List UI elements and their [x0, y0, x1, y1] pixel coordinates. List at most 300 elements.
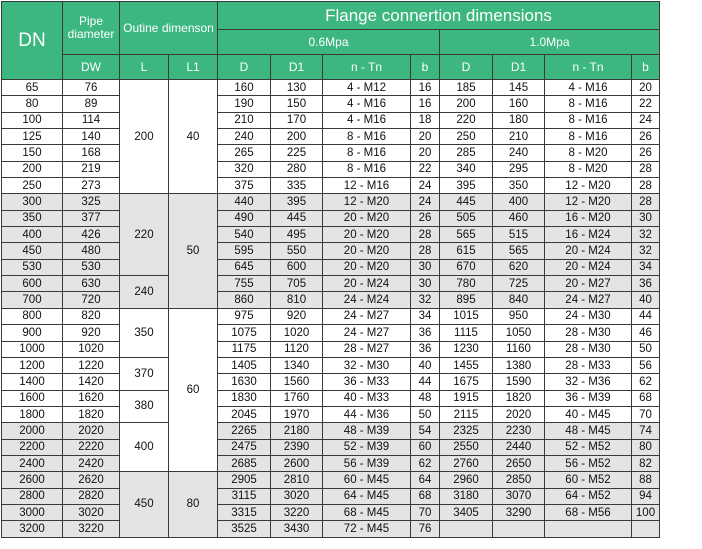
cell-dw: 820 [63, 308, 120, 324]
cell-dn: 80 [2, 96, 63, 112]
cell-n-tn-a: 52 - M39 [323, 439, 411, 455]
cell-n-tn-b: 12 - M20 [545, 178, 632, 194]
cell-d1-b: 2850 [493, 472, 545, 488]
cell-d1-a: 3020 [271, 488, 323, 504]
cell-n-tn-b: 32 - M36 [545, 374, 632, 390]
cell-n-tn-b: 8 - M20 [545, 161, 632, 177]
cell-dw: 114 [63, 112, 120, 128]
cell-d-a: 2685 [218, 455, 271, 471]
cell-d-a: 265 [218, 145, 271, 161]
cell-dw: 920 [63, 325, 120, 341]
header-dn: DN [2, 2, 63, 80]
cell-b-a: 50 [411, 406, 440, 422]
cell-d1-a: 2810 [271, 472, 323, 488]
cell-b-a: 28 [411, 227, 440, 243]
cell-d-a: 3115 [218, 488, 271, 504]
cell-b-a: 40 [411, 357, 440, 373]
cell-b-b: 80 [632, 439, 660, 455]
col-header-d1-a: D1 [271, 55, 323, 80]
cell-d-b [440, 521, 493, 537]
cell-b-a: 24 [411, 194, 440, 210]
cell-n-tn-a: 60 - M45 [323, 472, 411, 488]
cell-n-tn-a: 4 - M12 [323, 80, 411, 96]
cell-l: 350 [120, 308, 169, 357]
cell-d-b: 670 [440, 259, 493, 275]
cell-d1-b: 1820 [493, 390, 545, 406]
header-outline-dimension: Outine dimenson [120, 2, 218, 55]
cell-d-a: 2905 [218, 472, 271, 488]
table-row [2, 341, 660, 357]
cell-d-a: 490 [218, 210, 271, 226]
cell-dw: 630 [63, 276, 120, 292]
cell-d-a: 3315 [218, 504, 271, 520]
table-row [2, 423, 660, 439]
cell-d-a: 2475 [218, 439, 271, 455]
cell-n-tn-a: 44 - M36 [323, 406, 411, 422]
cell-b-b: 30 [632, 210, 660, 226]
cell-b-a: 32 [411, 292, 440, 308]
cell-n-tn-b: 28 - M30 [545, 325, 632, 341]
header-pressure-0-6: 0.6Mpa [218, 30, 440, 55]
col-header-n-tn-a: n - Tn [323, 55, 411, 80]
cell-d1-a: 2390 [271, 439, 323, 455]
cell-b-b: 94 [632, 488, 660, 504]
cell-dw: 426 [63, 227, 120, 243]
cell-l: 220 [120, 194, 169, 276]
cell-d-a: 3525 [218, 521, 271, 537]
flange-table-container [1, 1, 660, 538]
cell-b-a: 36 [411, 325, 440, 341]
cell-dw: 1420 [63, 374, 120, 390]
cell-d-b: 3180 [440, 488, 493, 504]
cell-d1-b: 180 [493, 112, 545, 128]
cell-b-b: 32 [632, 227, 660, 243]
cell-b-a: 30 [411, 259, 440, 275]
cell-d-b: 505 [440, 210, 493, 226]
cell-d1-a: 225 [271, 145, 323, 161]
table-row [2, 210, 660, 226]
cell-d1-a: 395 [271, 194, 323, 210]
cell-d1-a: 705 [271, 276, 323, 292]
cell-b-a: 70 [411, 504, 440, 520]
cell-b-b: 40 [632, 292, 660, 308]
col-header-d1-b: D1 [493, 55, 545, 80]
cell-b-a: 64 [411, 472, 440, 488]
cell-d1-b: 145 [493, 80, 545, 96]
col-header-b-b: b [632, 55, 660, 80]
cell-d-a: 975 [218, 308, 271, 324]
table-row [2, 292, 660, 308]
cell-n-tn-b: 52 - M52 [545, 439, 632, 455]
cell-n-tn-b: 8 - M20 [545, 145, 632, 161]
cell-dw: 273 [63, 178, 120, 194]
cell-d1-a: 2600 [271, 455, 323, 471]
cell-b-b: 36 [632, 276, 660, 292]
cell-n-tn-a: 48 - M39 [323, 423, 411, 439]
cell-b-b: 88 [632, 472, 660, 488]
cell-n-tn-a: 32 - M30 [323, 357, 411, 373]
cell-d-a: 860 [218, 292, 271, 308]
cell-d1-b: 1160 [493, 341, 545, 357]
cell-d-b: 615 [440, 243, 493, 259]
cell-d-a: 755 [218, 276, 271, 292]
cell-b-a: 20 [411, 129, 440, 145]
cell-d1-b: 350 [493, 178, 545, 194]
cell-b-b: 62 [632, 374, 660, 390]
cell-d-b: 1115 [440, 325, 493, 341]
cell-b-a: 34 [411, 308, 440, 324]
header-flange-connection: Flange connertion dimensions [218, 2, 660, 30]
cell-dn: 2400 [2, 455, 63, 471]
cell-n-tn-a: 4 - M16 [323, 96, 411, 112]
cell-d-b: 2325 [440, 423, 493, 439]
cell-b-b: 46 [632, 325, 660, 341]
cell-l1: 60 [169, 308, 218, 471]
table-row [2, 488, 660, 504]
cell-d-b: 1455 [440, 357, 493, 373]
cell-b-a: 30 [411, 276, 440, 292]
cell-d1-a: 150 [271, 96, 323, 112]
cell-d-a: 2265 [218, 423, 271, 439]
cell-d-b: 285 [440, 145, 493, 161]
cell-b-b: 26 [632, 145, 660, 161]
table-row [2, 276, 660, 292]
cell-l: 240 [120, 276, 169, 309]
cell-n-tn-a: 12 - M16 [323, 178, 411, 194]
cell-d-a: 1830 [218, 390, 271, 406]
cell-d1-a: 3430 [271, 521, 323, 537]
cell-d1-a: 810 [271, 292, 323, 308]
cell-b-b: 70 [632, 406, 660, 422]
cell-dn: 1200 [2, 357, 63, 373]
cell-d1-b: 565 [493, 243, 545, 259]
cell-b-b: 74 [632, 423, 660, 439]
cell-d-b: 780 [440, 276, 493, 292]
cell-n-tn-a: 12 - M20 [323, 194, 411, 210]
cell-n-tn-b: 8 - M16 [545, 112, 632, 128]
cell-n-tn-a: 28 - M27 [323, 341, 411, 357]
cell-n-tn-b: 8 - M16 [545, 96, 632, 112]
cell-d-b: 1230 [440, 341, 493, 357]
cell-dw: 2420 [63, 455, 120, 471]
cell-d1-a: 600 [271, 259, 323, 275]
table-row [2, 243, 660, 259]
cell-n-tn-a: 24 - M27 [323, 308, 411, 324]
cell-n-tn-a: 8 - M16 [323, 145, 411, 161]
cell-dw: 1220 [63, 357, 120, 373]
cell-d-b: 200 [440, 96, 493, 112]
cell-n-tn-b: 68 - M56 [545, 504, 632, 520]
cell-d-a: 1405 [218, 357, 271, 373]
cell-d-a: 540 [218, 227, 271, 243]
cell-n-tn-b: 40 - M45 [545, 406, 632, 422]
cell-d-a: 1075 [218, 325, 271, 341]
table-row [2, 178, 660, 194]
cell-n-tn-b: 4 - M16 [545, 80, 632, 96]
cell-l: 380 [120, 390, 169, 423]
cell-dw: 480 [63, 243, 120, 259]
cell-d1-b: 1050 [493, 325, 545, 341]
cell-n-tn-b: 60 - M52 [545, 472, 632, 488]
cell-b-b: 68 [632, 390, 660, 406]
table-row [2, 112, 660, 128]
cell-dn: 700 [2, 292, 63, 308]
cell-b-b: 20 [632, 80, 660, 96]
cell-d-b: 2960 [440, 472, 493, 488]
cell-l: 400 [120, 423, 169, 472]
cell-d1-a: 335 [271, 178, 323, 194]
table-row [2, 308, 660, 324]
cell-b-b: 56 [632, 357, 660, 373]
cell-b-b: 34 [632, 259, 660, 275]
cell-d-b: 340 [440, 161, 493, 177]
cell-d-b: 2550 [440, 439, 493, 455]
cell-d1-b: 240 [493, 145, 545, 161]
cell-d-b: 185 [440, 80, 493, 96]
cell-l1: 40 [169, 80, 218, 194]
cell-dw: 3020 [63, 504, 120, 520]
cell-n-tn-b: 24 - M27 [545, 292, 632, 308]
cell-d-a: 2045 [218, 406, 271, 422]
cell-n-tn-b: 28 - M30 [545, 341, 632, 357]
cell-n-tn-a: 20 - M20 [323, 259, 411, 275]
cell-b-b: 82 [632, 455, 660, 471]
cell-d1-b: 840 [493, 292, 545, 308]
cell-dw: 530 [63, 259, 120, 275]
cell-d1-b: 2020 [493, 406, 545, 422]
cell-d-b: 2760 [440, 455, 493, 471]
cell-d1-b: 1380 [493, 357, 545, 373]
cell-dn: 1600 [2, 390, 63, 406]
cell-n-tn-b: 48 - M45 [545, 423, 632, 439]
cell-d1-b: 460 [493, 210, 545, 226]
cell-d1-b: 2440 [493, 439, 545, 455]
cell-d1-b: 515 [493, 227, 545, 243]
table-row [2, 357, 660, 373]
col-header-l: L [120, 55, 169, 80]
cell-dn: 100 [2, 112, 63, 128]
cell-n-tn-b: 36 - M39 [545, 390, 632, 406]
cell-d1-b [493, 521, 545, 537]
cell-d-a: 1630 [218, 374, 271, 390]
cell-n-tn-a: 40 - M33 [323, 390, 411, 406]
cell-dn: 1400 [2, 374, 63, 390]
cell-n-tn-b [545, 521, 632, 537]
cell-dw: 76 [63, 80, 120, 96]
cell-dn: 1000 [2, 341, 63, 357]
cell-d1-a: 1970 [271, 406, 323, 422]
cell-d-b: 1675 [440, 374, 493, 390]
cell-d-b: 220 [440, 112, 493, 128]
cell-d-a: 320 [218, 161, 271, 177]
cell-n-tn-b: 64 - M52 [545, 488, 632, 504]
table-row [2, 390, 660, 406]
cell-n-tn-a: 8 - M16 [323, 161, 411, 177]
table-row [2, 325, 660, 341]
cell-d1-a: 2180 [271, 423, 323, 439]
cell-b-a: 54 [411, 423, 440, 439]
cell-d1-b: 210 [493, 129, 545, 145]
table-row [2, 504, 660, 520]
cell-b-b: 26 [632, 129, 660, 145]
cell-d-b: 3405 [440, 504, 493, 520]
cell-n-tn-a: 20 - M20 [323, 227, 411, 243]
cell-dn: 530 [2, 259, 63, 275]
cell-b-a: 68 [411, 488, 440, 504]
cell-b-a: 48 [411, 390, 440, 406]
cell-d1-b: 725 [493, 276, 545, 292]
cell-d-a: 210 [218, 112, 271, 128]
cell-n-tn-b: 56 - M52 [545, 455, 632, 471]
cell-dn: 900 [2, 325, 63, 341]
cell-n-tn-a: 20 - M20 [323, 243, 411, 259]
cell-l: 370 [120, 357, 169, 390]
cell-d-a: 240 [218, 129, 271, 145]
header-pressure-1-0: 1.0Mpa [440, 30, 660, 55]
table-row [2, 145, 660, 161]
cell-d-b: 895 [440, 292, 493, 308]
col-header-d-b: D [440, 55, 493, 80]
table-row [2, 455, 660, 471]
cell-b-a: 44 [411, 374, 440, 390]
col-header-dw: DW [63, 55, 120, 80]
cell-d1-a: 495 [271, 227, 323, 243]
cell-b-a: 62 [411, 455, 440, 471]
cell-n-tn-a: 24 - M24 [323, 292, 411, 308]
cell-d1-a: 1340 [271, 357, 323, 373]
cell-b-a: 76 [411, 521, 440, 537]
table-row [2, 129, 660, 145]
cell-b-a: 16 [411, 96, 440, 112]
cell-b-b: 50 [632, 341, 660, 357]
cell-n-tn-b: 20 - M24 [545, 243, 632, 259]
cell-dn: 150 [2, 145, 63, 161]
cell-dn: 350 [2, 210, 63, 226]
col-header-b-a: b [411, 55, 440, 80]
cell-b-a: 36 [411, 341, 440, 357]
col-header-d-a: D [218, 55, 271, 80]
cell-dn: 300 [2, 194, 63, 210]
cell-dn: 800 [2, 308, 63, 324]
cell-dw: 2620 [63, 472, 120, 488]
cell-dw: 1020 [63, 341, 120, 357]
cell-d1-a: 170 [271, 112, 323, 128]
table-row [2, 227, 660, 243]
cell-d-b: 1915 [440, 390, 493, 406]
cell-dn: 250 [2, 178, 63, 194]
cell-dn: 2800 [2, 488, 63, 504]
cell-n-tn-b: 20 - M27 [545, 276, 632, 292]
cell-b-a: 24 [411, 178, 440, 194]
cell-b-b [632, 521, 660, 537]
cell-dn: 2000 [2, 423, 63, 439]
cell-d1-b: 295 [493, 161, 545, 177]
cell-b-a: 16 [411, 80, 440, 96]
table-row [2, 374, 660, 390]
cell-d-a: 645 [218, 259, 271, 275]
cell-d1-b: 1590 [493, 374, 545, 390]
cell-n-tn-a: 56 - M39 [323, 455, 411, 471]
cell-d-a: 440 [218, 194, 271, 210]
cell-d1-a: 550 [271, 243, 323, 259]
cell-n-tn-a: 68 - M45 [323, 504, 411, 520]
cell-dn: 3200 [2, 521, 63, 537]
cell-d1-b: 620 [493, 259, 545, 275]
cell-n-tn-a: 8 - M16 [323, 129, 411, 145]
cell-b-b: 100 [632, 504, 660, 520]
cell-d1-b: 2230 [493, 423, 545, 439]
cell-b-a: 28 [411, 243, 440, 259]
col-header-n-tn-b: n - Tn [545, 55, 632, 80]
cell-d1-a: 1760 [271, 390, 323, 406]
cell-d1-b: 2650 [493, 455, 545, 471]
cell-b-b: 44 [632, 308, 660, 324]
cell-b-b: 28 [632, 178, 660, 194]
cell-dw: 168 [63, 145, 120, 161]
cell-d1-a: 445 [271, 210, 323, 226]
cell-dw: 219 [63, 161, 120, 177]
cell-d-a: 160 [218, 80, 271, 96]
cell-b-b: 22 [632, 96, 660, 112]
cell-dw: 325 [63, 194, 120, 210]
cell-b-a: 60 [411, 439, 440, 455]
cell-d1-a: 1020 [271, 325, 323, 341]
cell-dn: 400 [2, 227, 63, 243]
cell-dw: 377 [63, 210, 120, 226]
cell-d1-a: 3220 [271, 504, 323, 520]
cell-dw: 2220 [63, 439, 120, 455]
cell-d1-a: 1120 [271, 341, 323, 357]
cell-d-b: 250 [440, 129, 493, 145]
table-row [2, 472, 660, 488]
table-row [2, 439, 660, 455]
cell-n-tn-a: 20 - M20 [323, 210, 411, 226]
table-body [2, 80, 660, 538]
cell-d1-a: 280 [271, 161, 323, 177]
cell-d-b: 1015 [440, 308, 493, 324]
cell-n-tn-b: 20 - M24 [545, 259, 632, 275]
cell-n-tn-a: 24 - M27 [323, 325, 411, 341]
cell-d1-b: 400 [493, 194, 545, 210]
cell-dw: 89 [63, 96, 120, 112]
cell-b-b: 28 [632, 194, 660, 210]
cell-n-tn-a: 64 - M45 [323, 488, 411, 504]
cell-d-a: 595 [218, 243, 271, 259]
cell-d1-b: 950 [493, 308, 545, 324]
header-pipe-diameter: Pipe diameter [63, 2, 120, 55]
cell-n-tn-b: 28 - M33 [545, 357, 632, 373]
cell-d-a: 375 [218, 178, 271, 194]
cell-d1-a: 200 [271, 129, 323, 145]
table-row [2, 194, 660, 210]
cell-dn: 3000 [2, 504, 63, 520]
cell-dw: 3220 [63, 521, 120, 537]
cell-dn: 1800 [2, 406, 63, 422]
cell-dn: 600 [2, 276, 63, 292]
cell-b-a: 20 [411, 145, 440, 161]
cell-n-tn-b: 8 - M16 [545, 129, 632, 145]
table-row [2, 521, 660, 537]
cell-b-b: 32 [632, 243, 660, 259]
cell-dn: 125 [2, 129, 63, 145]
cell-dn: 65 [2, 80, 63, 96]
cell-d-a: 1175 [218, 341, 271, 357]
cell-d1-b: 160 [493, 96, 545, 112]
cell-dw: 1620 [63, 390, 120, 406]
cell-n-tn-a: 72 - M45 [323, 521, 411, 537]
cell-n-tn-a: 36 - M33 [323, 374, 411, 390]
cell-d-b: 565 [440, 227, 493, 243]
